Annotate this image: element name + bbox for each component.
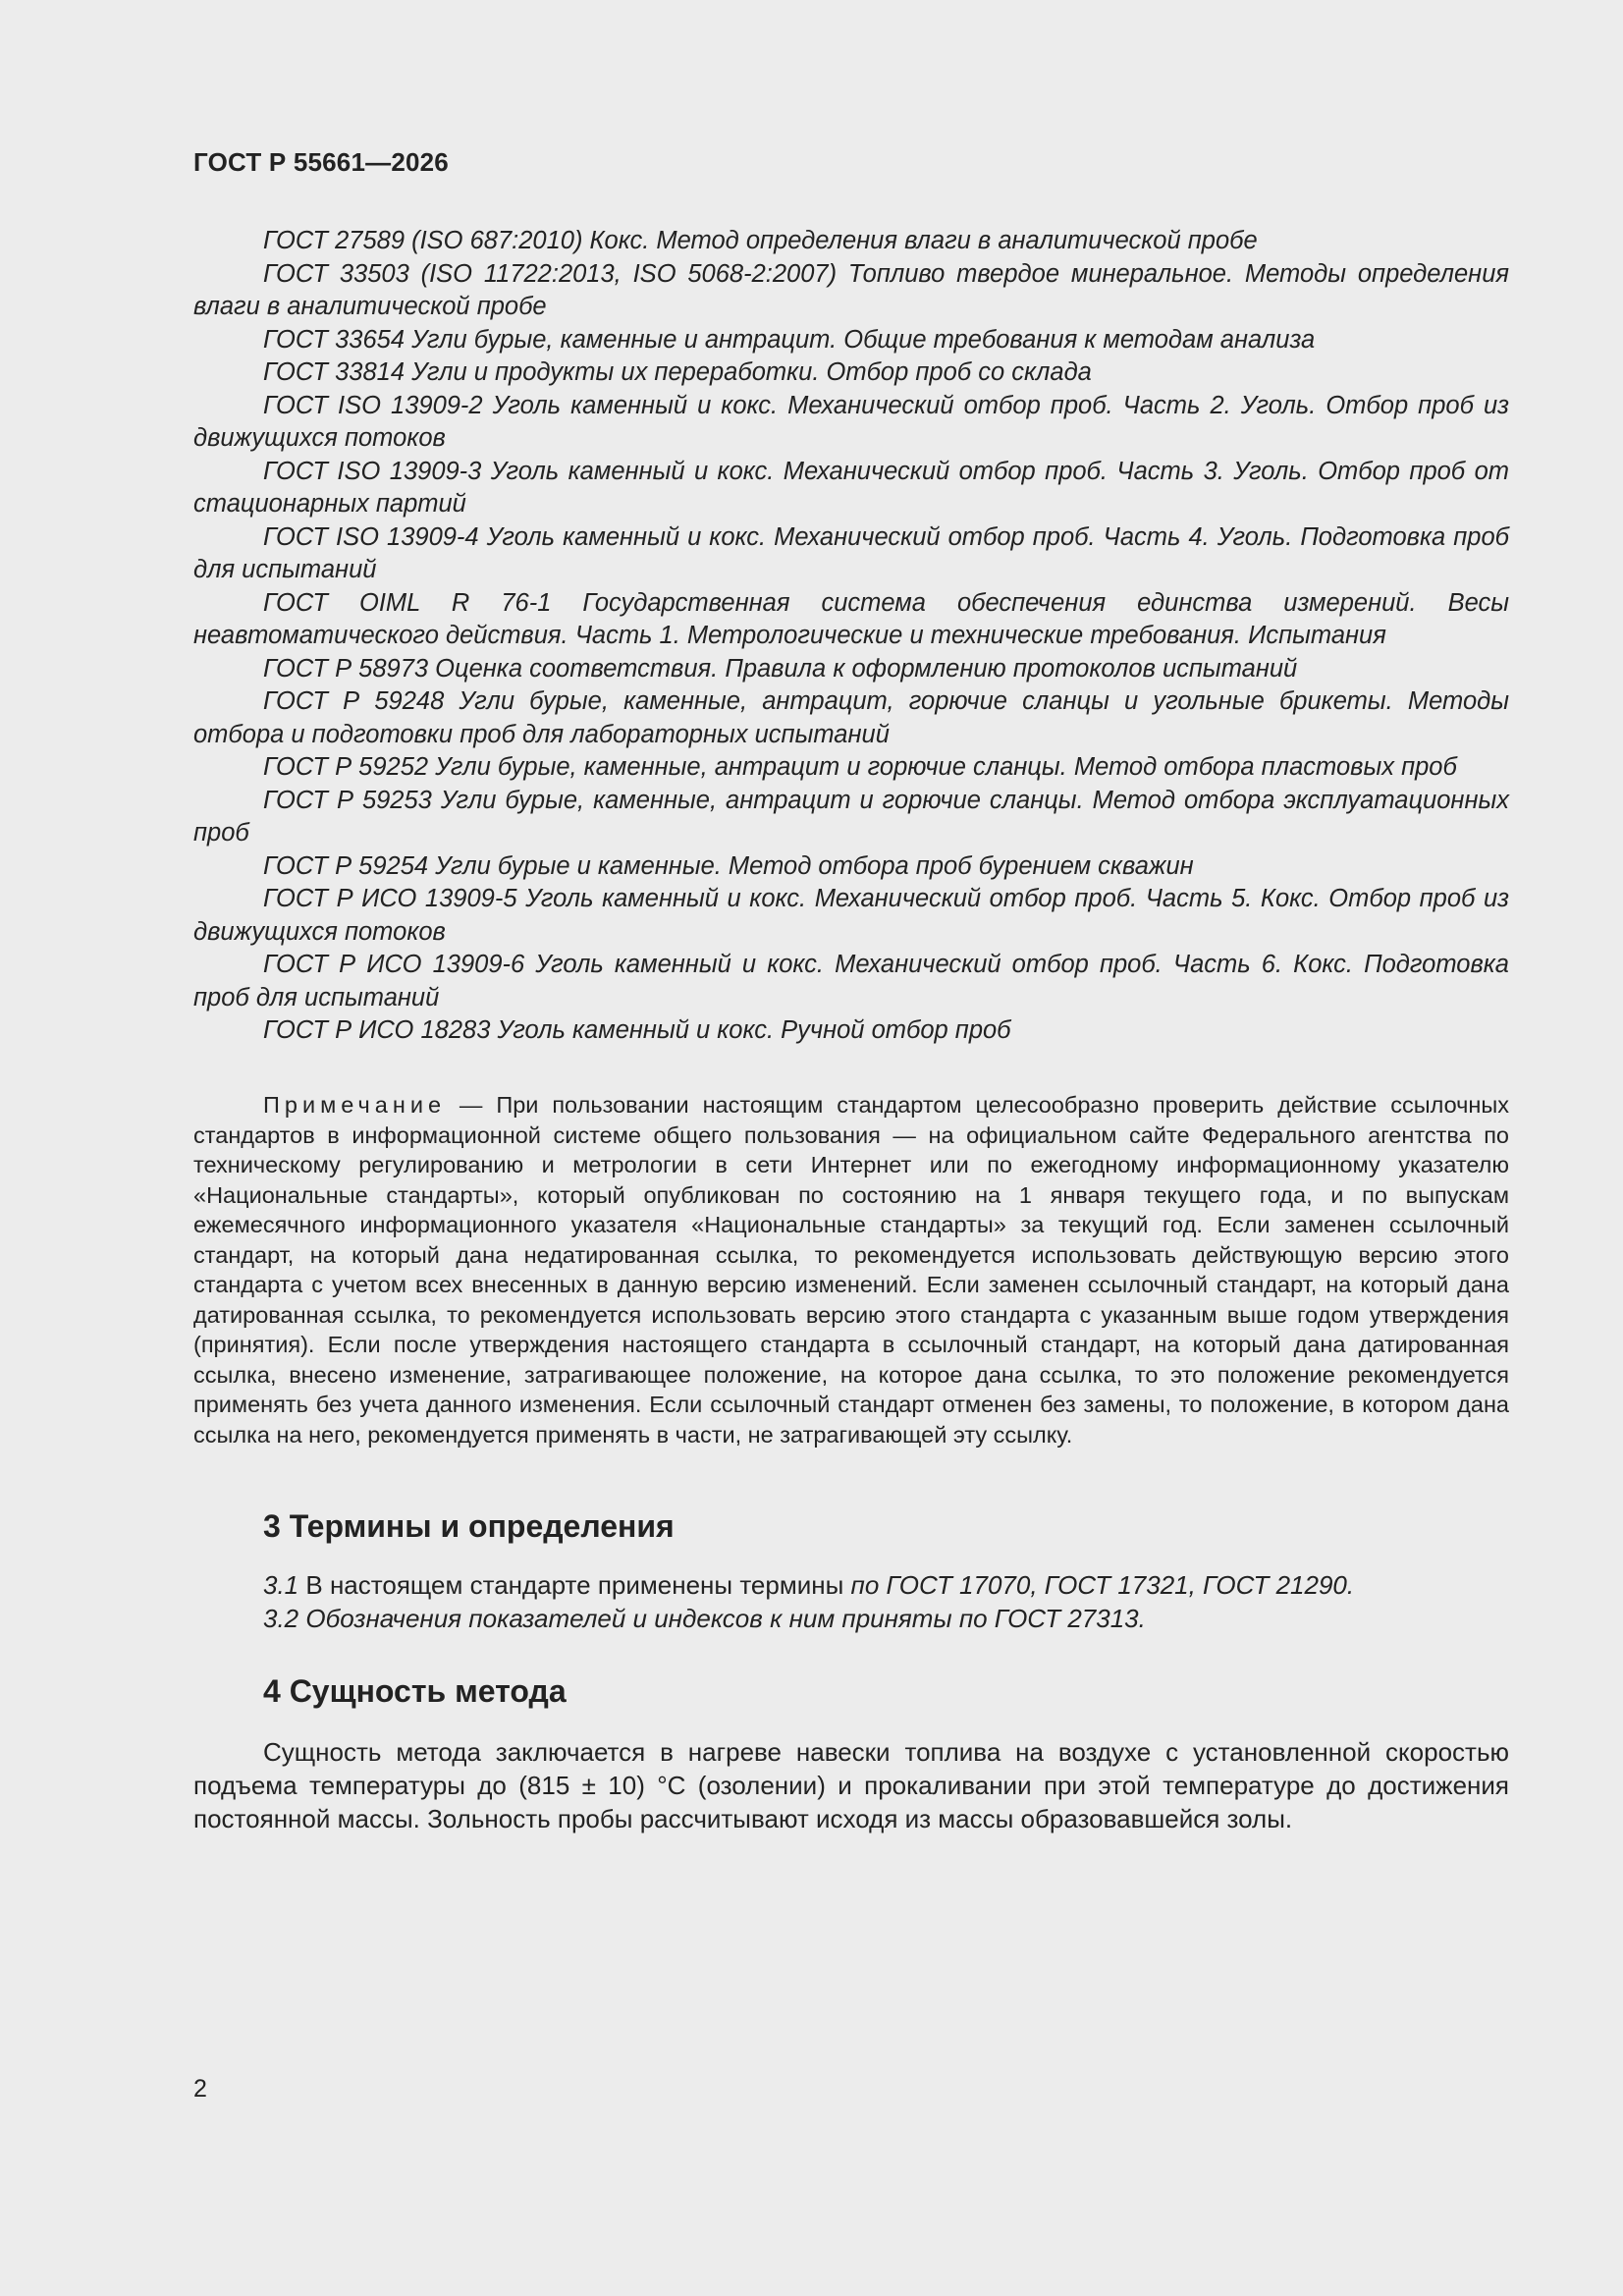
reference-item: ГОСТ 33814 Угли и продукты их переработки. Отбор проб со склада [263, 358, 1092, 386]
reference-item: ГОСТ ISO 13909-3 Уголь каменный и кокс. Механический отбор проб. Часть 3. Уголь. Отбор проб от стационарных партий [193, 457, 1509, 518]
reference-item: ГОСТ Р 59252 Угли бурые, каменные, антрацит и горючие сланцы. Метод отбора пластовых проб [263, 753, 1457, 781]
term-item-3-2: 3.2 Обозначения показателей и индексов к ним приняты по ГОСТ 27313. [263, 1604, 1146, 1633]
term-refs: по ГОСТ 17070, ГОСТ 17321, ГОСТ 21290. [850, 1570, 1355, 1600]
section-4-heading: 4 Сущность метода [263, 1673, 567, 1709]
reference-item: ГОСТ Р 59253 Угли бурые, каменные, антрацит и горючие сланцы. Метод отбора эксплуатационных проб [193, 786, 1509, 847]
reference-item: ГОСТ Р ИСО 13909-6 Уголь каменный и кокс. Механический отбор проб. Часть 6. Кокс. Подготовка проб для испытаний [193, 951, 1509, 1011]
reference-item: ГОСТ Р 59254 Угли бурые и каменные. Метод отбора проб бурением скважин [263, 851, 1194, 880]
term-number: 3.1 [263, 1570, 299, 1600]
note-dash: — [446, 1092, 497, 1118]
reference-item: ГОСТ Р ИСО 13909-5 Уголь каменный и кокс. Механический отбор проб. Часть 5. Кокс. Отбор проб из движущихся потоков [193, 885, 1509, 946]
reference-item: ГОСТ OIML R 76-1 Государственная система обеспечения единства измерений. Весы неавтоматического действия. Часть 1. Метрологические и технические требования. Испытания [193, 588, 1509, 649]
term-text: В настоящем стандарте применены термины [298, 1570, 851, 1600]
section-3-heading: 3 Термины и определения [263, 1508, 675, 1544]
note-text: При пользовании настоящим стандартом целесообразно проверить действие ссылочных стандартов в информационной системе общего пользования — на официальном сайте Федерального агентства по техническому регулированию и метрологии в сети Интернет или по ежегодному информационному указателю «Национальные стандарты», который опубликован по состоянию на 1 января текущего года, и по выпускам ежемесячного информационного указателя «Национальные стандарты» за текущий год. Если заменен ссылочный стандарт, на который дана недатированная ссылка, то рекомендуется использовать действующую версию этого стандарта с учетом всех внесенных в данную версию изменений. Если заменен ссылочный стандарт, на который дана датированная ссылка, то рекомендуется использовать версию этого стандарта с указанным выше годом утверждения (принятия). Если после утверждения настоящего стандарта в ссылочный стандарт, на который дана датированная ссылка, внесено изменение, затрагивающее положение, на которое дана ссылка, то это положение рекомендуется применять без учета данного изменения. Если ссылочный стандарт отменен без замены, то положение, в котором дана ссылка на него, рекомендуется применять в части, не затрагивающей эту ссылку. [193, 1092, 1509, 1448]
reference-item: ГОСТ ISO 13909-2 Уголь каменный и кокс. Механический отбор проб. Часть 2. Уголь. Отбор проб из движущихся потоков [193, 391, 1509, 452]
note-label: Примечание [263, 1092, 447, 1118]
reference-item: ГОСТ 27589 (ISO 687:2010) Кокс. Метод определения влаги в аналитической пробе [263, 227, 1258, 254]
method-paragraph: Сущность метода заключается в нагреве навески топлива на воздухе с установленной скоростью подъема температуры до (815 ± 10) °С (озолении) и прокаливании при этой температуре до достижения постоянной массы. Зольность пробы рассчитывают исходя из массы образовавшейся золы. [193, 1737, 1509, 1833]
document-header: ГОСТ Р 55661—2026 [193, 147, 449, 177]
reference-item: ГОСТ Р 58973 Оценка соответствия. Правила к оформлению протоколов испытаний [263, 654, 1298, 683]
reference-item: ГОСТ 33654 Угли бурые, каменные и антрацит. Общие требования к методам анализа [263, 325, 1316, 354]
note-paragraph [193, 1090, 1509, 1449]
reference-item: ГОСТ Р 59248 Угли бурые, каменные, антрацит, горючие сланцы и угольные брикеты. Методы отбора и подготовки проб для лабораторных испытаний [193, 687, 1509, 748]
reference-item: ГОСТ 33503 (ISO 11722:2013, ISO 5068-2:2007) Топливо твердое минеральное. Методы определения влаги в аналитической пробе [193, 259, 1509, 320]
normative-references-list [193, 225, 1509, 1048]
page-number: 2 [193, 2075, 207, 2103]
reference-item: ГОСТ ISO 13909-4 Уголь каменный и кокс. Механический отбор проб. Часть 4. Уголь. Подготовка проб для испытаний [193, 522, 1509, 583]
section-3-body [193, 1568, 1509, 1635]
reference-item: ГОСТ Р ИСО 18283 Уголь каменный и кокс. Ручной отбор проб [263, 1016, 1011, 1044]
section-4-body [193, 1735, 1509, 1835]
term-item-3-1 [193, 1568, 1509, 1602]
note-block [193, 1090, 1509, 1449]
